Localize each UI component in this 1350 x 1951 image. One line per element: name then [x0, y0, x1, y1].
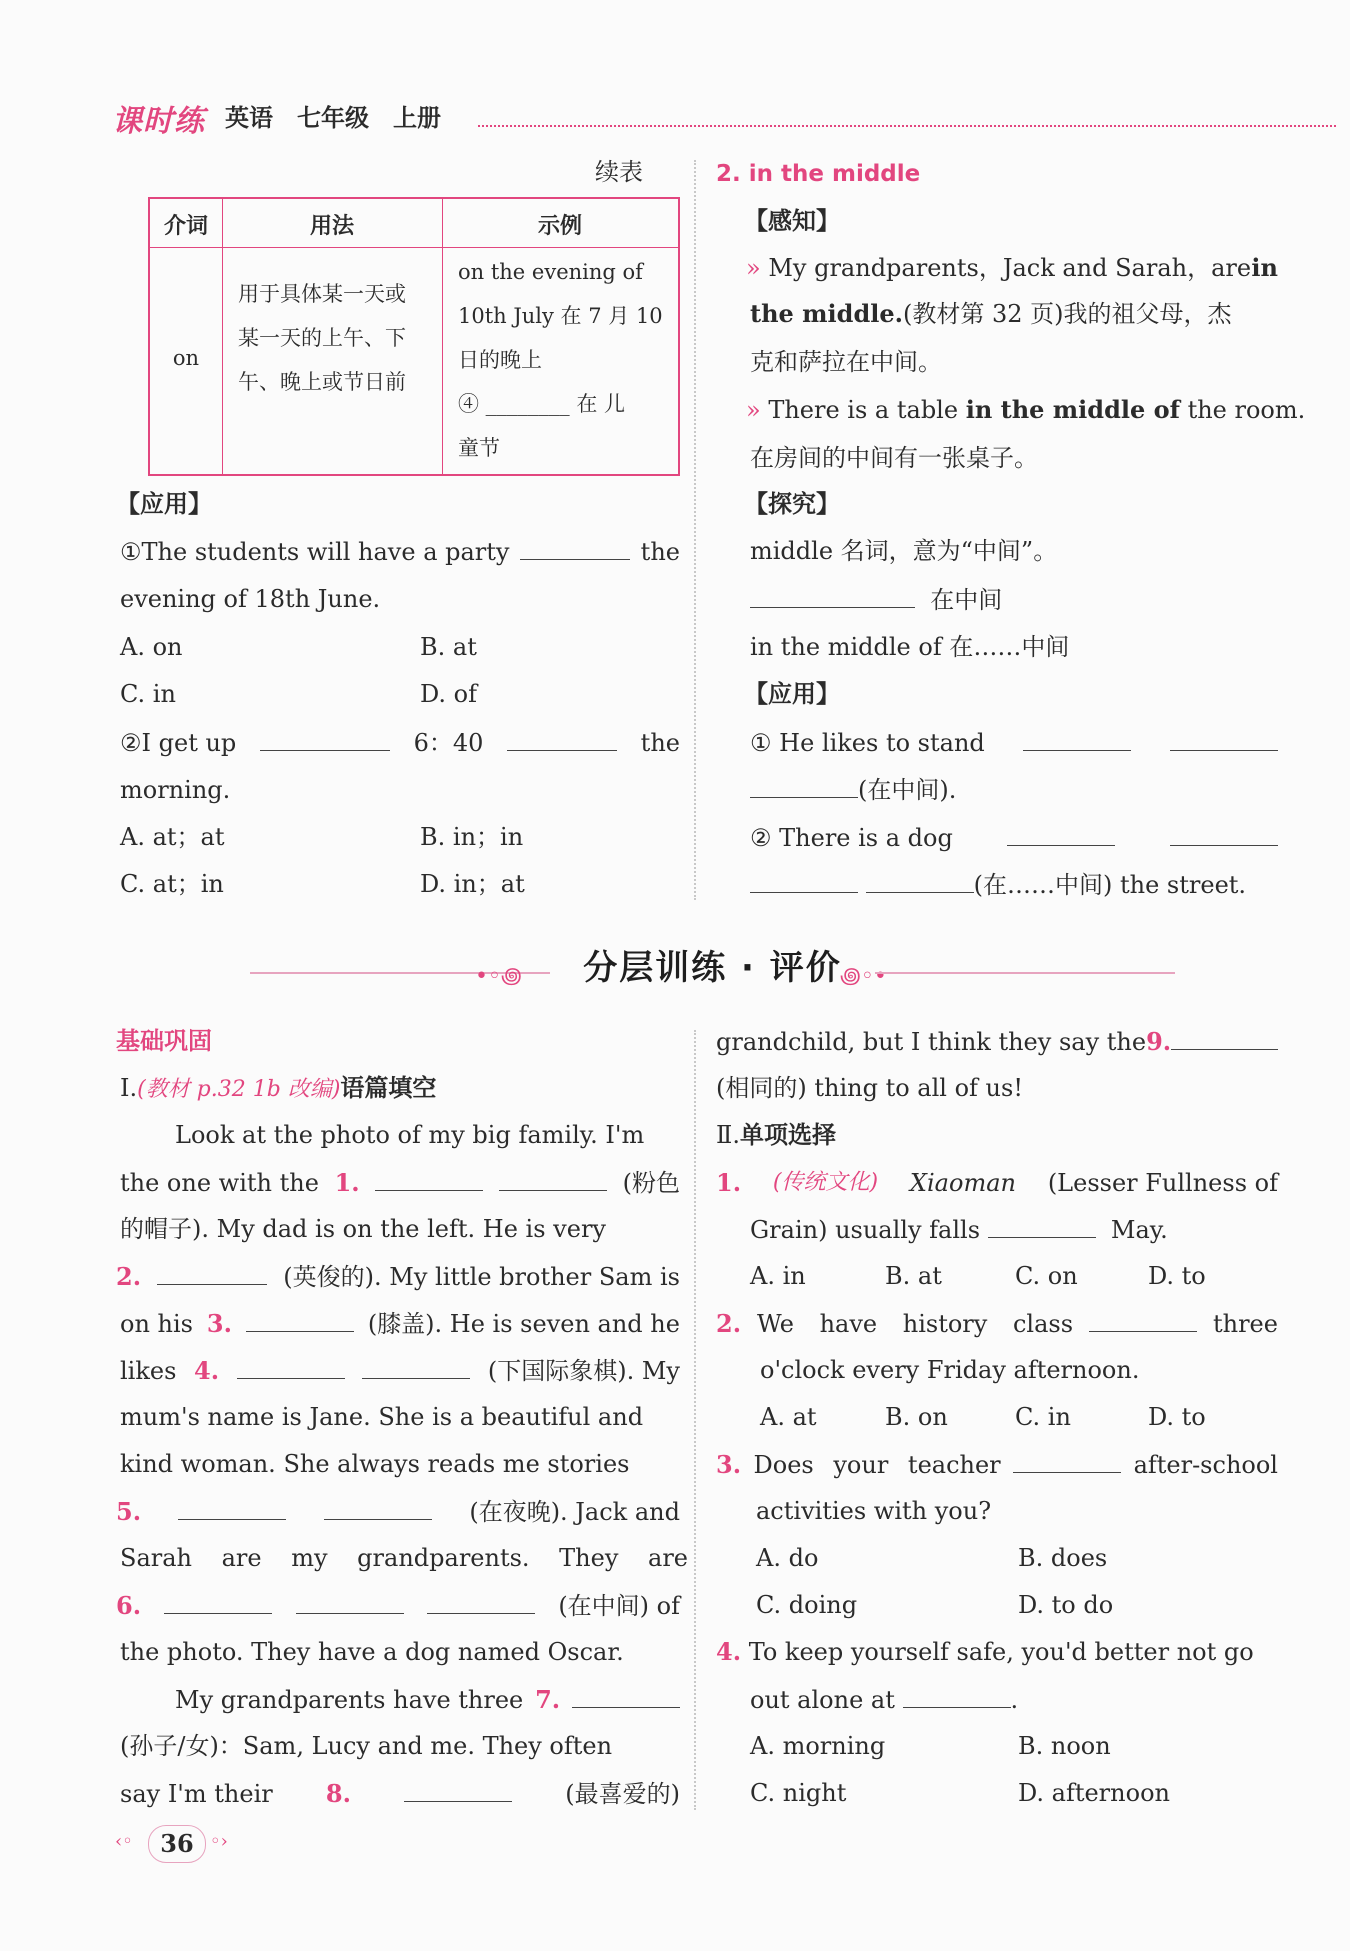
header-rule [478, 125, 1336, 127]
option[interactable]: B. on [885, 1403, 948, 1431]
answer-blank[interactable] [427, 1591, 535, 1614]
question-text: 6：40 [413, 729, 484, 757]
answer-blank[interactable] [750, 775, 858, 798]
question-text: (在……中间) the street. [973, 871, 1247, 899]
explore-text: 在中间 [930, 586, 1003, 614]
passage-text: My grandparents have three [175, 1686, 524, 1714]
blank-number: 7. [535, 1685, 561, 1714]
example-line [750, 300, 1232, 328]
series-logo: 课时练 [112, 104, 205, 139]
passage-line: 的帽子). My dad is on the left. He is very [120, 1215, 606, 1243]
example-line: ④ ________ 在 儿 [458, 392, 626, 416]
blank-number: 6. [116, 1591, 142, 1620]
option[interactable]: C. at；in [120, 870, 224, 898]
table-divider [150, 247, 678, 248]
question-text: ① He likes to stand [750, 729, 985, 757]
table-cell-usage [238, 272, 406, 404]
example-key: the middle. [750, 299, 903, 328]
question-text: out alone at [750, 1686, 895, 1714]
exercise-heading [120, 1074, 436, 1102]
question-text: the [640, 538, 680, 566]
question-number: 2. [716, 1309, 742, 1338]
example-text: 在房间的中间有一张桌子。 [750, 444, 1038, 472]
answer-blank[interactable] [296, 1591, 404, 1614]
passage-line [116, 1591, 680, 1621]
answer-blank[interactable] [1170, 823, 1278, 846]
question-line [716, 1309, 1278, 1339]
section-heading: 【应用】 [116, 490, 212, 518]
answer-blank[interactable] [1013, 1450, 1121, 1473]
option[interactable]: A. at [760, 1403, 817, 1431]
question-text: ② There is a dog [750, 824, 953, 852]
option[interactable]: A. morning [750, 1732, 886, 1760]
question-text: o'clock every Friday afternoon. [760, 1356, 1140, 1384]
example-text [746, 253, 1251, 283]
option[interactable]: A. on [120, 633, 183, 661]
passage-text: the one with the [120, 1169, 319, 1197]
question-line: out alone at . [750, 1686, 1019, 1714]
answer-blank[interactable] [750, 585, 915, 608]
option[interactable]: C. doing [756, 1591, 858, 1619]
example-line: 童节 [458, 436, 500, 460]
explore-line [750, 585, 1002, 613]
arrow-icon: » [746, 254, 761, 282]
option[interactable]: A. do [756, 1544, 819, 1572]
example-text: 克和萨拉在中间。 [750, 348, 942, 376]
question-line [716, 1168, 1278, 1198]
section-heading: 【感知】 [744, 207, 840, 235]
question-text: Does your teacher [753, 1451, 1001, 1479]
passage-line: (相同的) thing to all of us! [716, 1074, 1023, 1102]
blank-number: 4. [194, 1356, 220, 1385]
passage-line [116, 1262, 680, 1292]
section-title: 基础巩固 [116, 1027, 212, 1055]
option[interactable]: B. at [420, 633, 477, 661]
table-continued-label: 续表 [595, 158, 643, 186]
usage-line: 午、晚上或节日前 [238, 370, 406, 394]
question-line [120, 537, 680, 567]
table-header-usage: 用法 [309, 214, 354, 239]
option[interactable]: D. to [1148, 1403, 1206, 1431]
table-cell-prep: on [172, 346, 200, 370]
option[interactable]: B. in；in [420, 823, 524, 851]
exercise-heading [716, 1121, 836, 1149]
passage-line [120, 1356, 680, 1386]
option[interactable]: B. noon [1018, 1732, 1111, 1760]
example-line: 10th July 在 7 月 10 [458, 304, 663, 328]
banner-rule-right [875, 972, 1175, 974]
passage-text: (最喜爱的) [565, 1780, 680, 1808]
answer-blank[interactable] [404, 1779, 512, 1802]
option[interactable]: A. in [750, 1262, 806, 1290]
ornament-icon: ‹◦ [115, 1831, 133, 1852]
answer-blank[interactable] [324, 1497, 432, 1520]
answer-blank[interactable] [164, 1591, 272, 1614]
answer-blank[interactable] [1023, 728, 1131, 751]
question-text: (Lesser Fullness of [1047, 1169, 1278, 1197]
section-heading: 【探究】 [744, 490, 840, 518]
exercise-number: Ⅰ. [120, 1074, 138, 1102]
answer-blank[interactable] [988, 1215, 1096, 1238]
book-subject: 英语 七年级 上册 [225, 104, 441, 132]
option[interactable]: C. on [1015, 1262, 1078, 1290]
explore-text: middle 名词，意为“中间”。 [750, 537, 1058, 565]
answer-blank[interactable] [750, 870, 858, 893]
exercise-number: Ⅱ. [716, 1121, 740, 1149]
example-text: There is a table [768, 396, 959, 424]
answer-blank[interactable] [507, 728, 617, 751]
answer-blank[interactable] [1089, 1309, 1197, 1332]
option[interactable]: C. in [1015, 1403, 1071, 1431]
example-line: 日的晚上 [458, 348, 542, 372]
page-number: 36 [148, 1825, 206, 1863]
blank-number: 3. [206, 1309, 232, 1338]
question-line [750, 775, 956, 803]
option[interactable]: D. of [420, 680, 477, 708]
option[interactable]: B. at [885, 1262, 942, 1290]
section-heading: 【应用】 [744, 680, 840, 708]
question-text: after-school [1133, 1451, 1278, 1479]
passage-line [120, 1779, 680, 1809]
example-key: in [1251, 253, 1278, 282]
answer-blank[interactable] [499, 1168, 607, 1191]
example-line [746, 396, 1305, 424]
blank-number: 1. [334, 1168, 360, 1197]
passage-line [120, 1168, 680, 1198]
table-divider [442, 199, 443, 474]
answer-blank[interactable] [260, 728, 390, 751]
passage-line: Look at the photo of my big family. I'm [175, 1121, 645, 1149]
passage-line [116, 1497, 680, 1527]
explore-text: in the middle of 在……中间 [750, 633, 1070, 661]
question-text: the [640, 729, 680, 757]
answer-blank[interactable] [520, 537, 630, 560]
answer-blank[interactable] [1007, 823, 1115, 846]
example-text: the room. [1187, 396, 1306, 424]
option[interactable]: A. at；at [120, 823, 225, 851]
answer-blank[interactable] [375, 1168, 483, 1191]
example-line [746, 253, 1278, 283]
passage-text: (在中间) of [558, 1592, 680, 1620]
passage-text: (在夜晚). Jack and [469, 1498, 680, 1526]
table-header-example: 示例 [537, 214, 582, 239]
arrow-icon: » [746, 396, 761, 424]
question-text: three [1212, 1310, 1278, 1338]
option[interactable]: C. in [120, 680, 176, 708]
blank-number: 9. [1146, 1027, 1172, 1056]
passage-text: grandchild, but I think they say the [716, 1028, 1147, 1056]
question-text: Xiaoman [909, 1169, 1016, 1197]
question-text: ②I get up [120, 729, 237, 757]
question-text: Grain) usually falls [750, 1216, 981, 1244]
exercise-name: 单项选择 [739, 1121, 836, 1149]
passage-line [175, 1685, 680, 1715]
option[interactable]: D. in；at [420, 870, 525, 898]
passage-line: mum's name is Jane. She is a beautiful and [120, 1403, 644, 1431]
question-line [750, 823, 1278, 853]
passage-line: Sarah are my grandparents. They are [120, 1544, 689, 1572]
answer-blank[interactable] [572, 1685, 680, 1708]
example-text: My grandparents，Jack and Sarah，are [768, 254, 1252, 282]
option[interactable]: D. to do [1018, 1591, 1114, 1619]
table-divider [222, 199, 223, 474]
question-tag: (传统文化) [772, 1170, 879, 1195]
question-line [716, 1450, 1278, 1480]
answer-blank[interactable] [178, 1497, 286, 1520]
passage-line [120, 1309, 680, 1339]
usage-line: 某一天的上午、下 [238, 326, 406, 350]
usage-line: 用于具体某一天或 [238, 282, 406, 306]
passage-text: (下国际象棋). My [487, 1357, 680, 1385]
passage-text: on his [120, 1310, 193, 1338]
answer-blank[interactable] [237, 1356, 345, 1379]
option[interactable]: B. does [1018, 1544, 1108, 1572]
question-text: To keep yourself safe, you'd better not go [748, 1638, 1254, 1666]
question-text: evening of 18th June. [120, 585, 381, 613]
table-header-prep: 介词 [163, 214, 208, 239]
question-text: morning. [120, 776, 231, 804]
question-line [750, 1215, 1168, 1243]
passage-text: say I'm their [120, 1780, 273, 1808]
table-cell-example [458, 250, 663, 470]
option[interactable]: D. afternoon [1018, 1779, 1170, 1807]
example-key: in the middle of [965, 395, 1180, 424]
passage-text: (粉色 [622, 1169, 680, 1197]
question-number: 1. [716, 1168, 742, 1197]
answer-blank[interactable] [362, 1356, 470, 1379]
answer-blank[interactable] [903, 1685, 1011, 1708]
blank-number: 5. [116, 1497, 142, 1526]
ornament-icon: •◦꩜ [475, 964, 522, 989]
question-text: activities with you? [756, 1497, 992, 1525]
question-number: 4. [716, 1637, 742, 1666]
preposition-table [148, 197, 680, 476]
ornament-icon: ꩜◦• [840, 964, 887, 989]
answer-blank[interactable] [866, 870, 974, 893]
answer-blank[interactable] [157, 1262, 267, 1285]
passage-line: the photo. They have a dog named Oscar. [120, 1638, 624, 1666]
passage-line: (孙子/女)：Sam, Lucy and me. They often [120, 1732, 613, 1760]
column-divider [694, 160, 696, 900]
question-text: May. [1110, 1216, 1168, 1244]
passage-text: likes [120, 1357, 177, 1385]
question-line [750, 728, 1278, 758]
example-text: (教材第 32 页)我的祖父母，杰 [902, 300, 1232, 328]
answer-blank[interactable] [1170, 728, 1278, 751]
banner-title: 分层训练 · 评价 [583, 948, 842, 988]
passage-line [716, 1027, 1278, 1057]
answer-blank[interactable] [1171, 1027, 1278, 1050]
question-text: We have history class [757, 1310, 1074, 1338]
question-text: ①The students will have a party [120, 538, 510, 566]
passage-line: kind woman. She always reads me stories [120, 1450, 630, 1478]
example-line: on the evening of [458, 260, 643, 284]
passage-text: (英俊的). My little brother Sam is [283, 1263, 680, 1291]
passage-text: (膝盖). He is seven and he [367, 1310, 680, 1338]
ornament-icon: ◦› [210, 1831, 228, 1852]
exercise-source: (教材 p.32 1b 改编) [137, 1077, 341, 1102]
question-line [120, 728, 680, 758]
question-text: (在中间). [858, 776, 957, 804]
question-line [750, 870, 1246, 898]
exercise-name: 语篇填空 [340, 1074, 437, 1102]
blank-number: 8. [325, 1779, 351, 1808]
column-divider [694, 1030, 696, 1810]
topic-heading: 2. in the middle [716, 161, 921, 187]
blank-number: 2. [116, 1262, 142, 1291]
option[interactable]: C. night [750, 1779, 847, 1807]
question-number: 3. [716, 1450, 742, 1479]
option[interactable]: D. to [1148, 1262, 1206, 1290]
answer-blank[interactable] [246, 1309, 354, 1332]
question-line [716, 1638, 1254, 1666]
